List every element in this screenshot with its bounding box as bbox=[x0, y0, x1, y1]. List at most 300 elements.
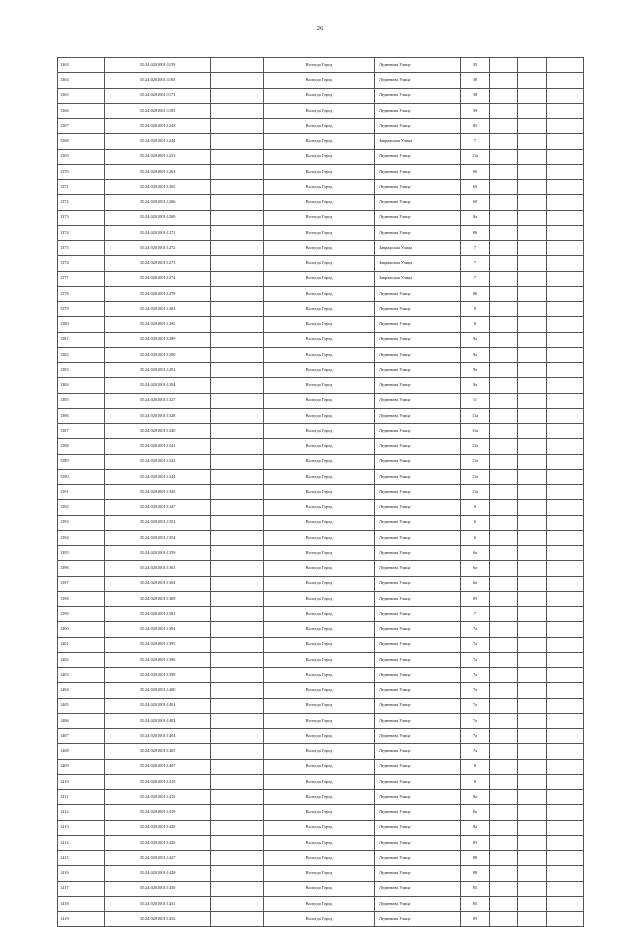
street-cell: Ледневова Улица bbox=[375, 332, 461, 347]
cadastral-number-cell: 35:24:0201001:1290 bbox=[105, 347, 211, 362]
empty-cell bbox=[547, 500, 584, 515]
house-number-cell: 69 bbox=[461, 195, 490, 210]
empty-cell bbox=[211, 652, 264, 667]
empty-cell bbox=[547, 515, 584, 530]
empty-cell bbox=[547, 576, 584, 591]
street-cell: Ледневова Улица bbox=[375, 668, 461, 683]
empty-cell bbox=[518, 622, 547, 637]
table-row bbox=[58, 134, 584, 149]
cadastral-number-cell: 35:24:0201001:1403 bbox=[105, 713, 211, 728]
street-cell: Ледневова Улица bbox=[375, 454, 461, 469]
city-cell: Вологда Город bbox=[264, 454, 375, 469]
house-number-cell: 7а bbox=[461, 698, 490, 713]
empty-cell bbox=[211, 881, 264, 896]
street-cell: Ледневова Улица bbox=[375, 302, 461, 317]
house-number-cell: 8 bbox=[461, 774, 490, 789]
empty-cell bbox=[490, 149, 518, 164]
table-row bbox=[58, 454, 584, 469]
empty-cell bbox=[547, 637, 584, 652]
row-number-cell: 1366 bbox=[58, 103, 105, 118]
house-number-cell: 8 bbox=[461, 317, 490, 332]
empty-cell bbox=[547, 866, 584, 881]
row-number-cell: 1398 bbox=[58, 591, 105, 606]
house-number-cell: 69 bbox=[461, 180, 490, 195]
empty-cell bbox=[490, 454, 518, 469]
table-row bbox=[58, 88, 584, 103]
street-cell: Ледневова Улица bbox=[375, 851, 461, 866]
empty-cell bbox=[490, 225, 518, 240]
cadastral-number-cell: 35:24:0201001:1410 bbox=[105, 774, 211, 789]
city-cell: Вологда Город bbox=[264, 744, 375, 759]
street-cell: Ледневова Улица bbox=[375, 912, 461, 927]
cadastral-number-cell: 35:24:0201001:1165 bbox=[105, 73, 211, 88]
cadastral-number-cell: 35:24:0201001:1420 bbox=[105, 820, 211, 835]
empty-cell bbox=[211, 759, 264, 774]
row-number-cell: 1419 bbox=[58, 912, 105, 927]
row-number-cell: 1407 bbox=[58, 729, 105, 744]
city-cell: Вологда Город bbox=[264, 119, 375, 134]
row-number-cell: 1381 bbox=[58, 332, 105, 347]
table-row bbox=[58, 576, 584, 591]
city-cell: Вологда Город bbox=[264, 241, 375, 256]
table-row bbox=[58, 759, 584, 774]
cadastral-number-cell: 35:24:0201001:1347 bbox=[105, 500, 211, 515]
empty-cell bbox=[490, 805, 518, 820]
city-cell: Вологда Город bbox=[264, 500, 375, 515]
table-row bbox=[58, 866, 584, 881]
house-number-cell: 88 bbox=[461, 851, 490, 866]
empty-cell bbox=[518, 713, 547, 728]
house-number-cell: 11а bbox=[461, 408, 490, 423]
table-row bbox=[58, 591, 584, 606]
cadastral-number-cell: 35:24:0201001:1341 bbox=[105, 439, 211, 454]
table-row bbox=[58, 683, 584, 698]
empty-cell bbox=[518, 744, 547, 759]
empty-cell bbox=[547, 332, 584, 347]
cadastral-number-cell: 35:24:0201001:1352 bbox=[105, 515, 211, 530]
street-cell: Ледневова Улица bbox=[375, 698, 461, 713]
empty-cell bbox=[211, 317, 264, 332]
empty-cell bbox=[547, 73, 584, 88]
empty-cell bbox=[518, 896, 547, 911]
house-number-cell: 6а bbox=[461, 546, 490, 561]
table-row bbox=[58, 180, 584, 195]
cadastral-number-cell: 35:24:0201001:1327 bbox=[105, 393, 211, 408]
empty-cell bbox=[547, 774, 584, 789]
empty-cell bbox=[547, 439, 584, 454]
house-number-cell: 7 bbox=[461, 241, 490, 256]
row-number-cell: 1405 bbox=[58, 698, 105, 713]
table-row bbox=[58, 500, 584, 515]
empty-cell bbox=[211, 713, 264, 728]
table-row bbox=[58, 698, 584, 713]
cadastral-number-cell: 35:24:0201001:1427 bbox=[105, 851, 211, 866]
empty-cell bbox=[547, 149, 584, 164]
city-cell: Вологда Город bbox=[264, 561, 375, 576]
city-cell: Вологда Город bbox=[264, 149, 375, 164]
house-number-cell: 6а bbox=[461, 576, 490, 591]
city-cell: Вологда Город bbox=[264, 896, 375, 911]
table-row bbox=[58, 546, 584, 561]
cadastral-number-cell: 35:24:0201001:1426 bbox=[105, 835, 211, 850]
street-cell: Ледневова Улица bbox=[375, 652, 461, 667]
address-registry-table bbox=[57, 57, 584, 927]
city-cell: Вологда Город bbox=[264, 393, 375, 408]
table-row bbox=[58, 790, 584, 805]
empty-cell bbox=[547, 271, 584, 286]
row-number-cell: 1367 bbox=[58, 119, 105, 134]
street-cell: Ледневова Улица bbox=[375, 485, 461, 500]
empty-cell bbox=[211, 408, 264, 423]
empty-cell bbox=[518, 119, 547, 134]
empty-cell bbox=[518, 424, 547, 439]
house-number-cell: 86 bbox=[461, 286, 490, 301]
city-cell: Вологда Город bbox=[264, 698, 375, 713]
empty-cell bbox=[547, 622, 584, 637]
cadastral-number-cell: 35:24:0201001:1292 bbox=[105, 363, 211, 378]
table-row bbox=[58, 561, 584, 576]
house-number-cell: 7а bbox=[461, 668, 490, 683]
empty-cell bbox=[547, 744, 584, 759]
empty-cell bbox=[490, 439, 518, 454]
table-row bbox=[58, 668, 584, 683]
table-row bbox=[58, 408, 584, 423]
house-number-cell: 39 bbox=[461, 103, 490, 118]
cadastral-number-cell: 35:24:0201001:1399 bbox=[105, 668, 211, 683]
empty-cell bbox=[518, 683, 547, 698]
street-cell: Ледневова Улица bbox=[375, 195, 461, 210]
empty-cell bbox=[547, 652, 584, 667]
empty-cell bbox=[547, 363, 584, 378]
street-cell: Ледневова Улица bbox=[375, 683, 461, 698]
cadastral-number-cell: 35:24:0201001:1359 bbox=[105, 546, 211, 561]
row-number-cell: 1418 bbox=[58, 896, 105, 911]
empty-cell bbox=[547, 881, 584, 896]
empty-cell bbox=[518, 73, 547, 88]
house-number-cell: 11а bbox=[461, 439, 490, 454]
cadastral-number-cell: 35:24:0201001:1344 bbox=[105, 469, 211, 484]
empty-cell bbox=[211, 637, 264, 652]
house-number-cell: 85 bbox=[461, 896, 490, 911]
table-row bbox=[58, 774, 584, 789]
house-number-cell: 9 bbox=[461, 302, 490, 317]
empty-cell bbox=[211, 286, 264, 301]
empty-cell bbox=[518, 302, 547, 317]
cadastral-number-cell: 35:24:0201001:1430 bbox=[105, 881, 211, 896]
cadastral-number-cell: 35:24:0201001:1328 bbox=[105, 408, 211, 423]
row-number-cell: 1377 bbox=[58, 271, 105, 286]
city-cell: Вологда Город bbox=[264, 256, 375, 271]
house-number-cell: 86 bbox=[461, 225, 490, 240]
empty-cell bbox=[211, 622, 264, 637]
empty-cell bbox=[211, 439, 264, 454]
table-row bbox=[58, 73, 584, 88]
empty-cell bbox=[490, 134, 518, 149]
city-cell: Вологда Город bbox=[264, 591, 375, 606]
city-cell: Вологда Город bbox=[264, 485, 375, 500]
row-number-cell: 1403 bbox=[58, 668, 105, 683]
empty-cell bbox=[518, 637, 547, 652]
empty-cell bbox=[547, 286, 584, 301]
empty-cell bbox=[518, 866, 547, 881]
empty-cell bbox=[211, 866, 264, 881]
empty-cell bbox=[547, 302, 584, 317]
street-cell: Ледневова Улица bbox=[375, 408, 461, 423]
table-row bbox=[58, 485, 584, 500]
house-number-cell: 11а bbox=[461, 424, 490, 439]
house-number-cell: 8а bbox=[461, 805, 490, 820]
empty-cell bbox=[490, 256, 518, 271]
row-number-cell: 1382 bbox=[58, 347, 105, 362]
empty-cell bbox=[547, 561, 584, 576]
empty-cell bbox=[211, 683, 264, 698]
house-number-cell: 7а bbox=[461, 729, 490, 744]
street-cell: Ледневова Улица bbox=[375, 576, 461, 591]
empty-cell bbox=[547, 835, 584, 850]
street-cell: Ледневова Улица bbox=[375, 88, 461, 103]
city-cell: Вологда Город bbox=[264, 439, 375, 454]
row-number-cell: 1391 bbox=[58, 485, 105, 500]
empty-cell bbox=[211, 805, 264, 820]
empty-cell bbox=[211, 210, 264, 225]
empty-cell bbox=[518, 149, 547, 164]
empty-cell bbox=[518, 286, 547, 301]
street-cell: Ледневова Улица bbox=[375, 637, 461, 652]
empty-cell bbox=[547, 530, 584, 545]
empty-cell bbox=[490, 485, 518, 500]
street-cell: Ледневова Улица bbox=[375, 729, 461, 744]
empty-cell bbox=[211, 668, 264, 683]
empty-cell bbox=[518, 225, 547, 240]
empty-cell bbox=[490, 332, 518, 347]
city-cell: Вологда Город bbox=[264, 759, 375, 774]
street-cell: Ледневова Улица bbox=[375, 820, 461, 835]
empty-cell bbox=[547, 103, 584, 118]
empty-cell bbox=[518, 378, 547, 393]
empty-cell bbox=[490, 241, 518, 256]
house-number-cell: 11а bbox=[461, 469, 490, 484]
empty-cell bbox=[518, 134, 547, 149]
house-number-cell: 6 bbox=[461, 515, 490, 530]
street-cell: Ледневова Улица bbox=[375, 881, 461, 896]
empty-cell bbox=[518, 805, 547, 820]
row-number-cell: 1379 bbox=[58, 302, 105, 317]
empty-cell bbox=[547, 668, 584, 683]
cadastral-number-cell: 35:24:0201001:1400 bbox=[105, 683, 211, 698]
house-number-cell: 9а bbox=[461, 332, 490, 347]
cadastral-number-cell: 35:24:0201001:1364 bbox=[105, 576, 211, 591]
empty-cell bbox=[518, 88, 547, 103]
empty-cell bbox=[547, 729, 584, 744]
house-number-cell: 7а bbox=[461, 652, 490, 667]
empty-cell bbox=[211, 561, 264, 576]
street-cell: Ледневова Улица bbox=[375, 591, 461, 606]
empty-cell bbox=[490, 378, 518, 393]
city-cell: Вологда Город bbox=[264, 363, 375, 378]
street-cell: Ледневова Улица bbox=[375, 500, 461, 515]
table-row bbox=[58, 378, 584, 393]
cadastral-number-cell: 35:24:0201001:1405 bbox=[105, 744, 211, 759]
street-cell: Ледневова Улица bbox=[375, 515, 461, 530]
house-number-cell: 9а bbox=[461, 363, 490, 378]
street-cell: Ледневова Улица bbox=[375, 103, 461, 118]
empty-cell bbox=[518, 408, 547, 423]
house-number-cell: 85 bbox=[461, 835, 490, 850]
house-number-cell: 11а bbox=[461, 485, 490, 500]
empty-cell bbox=[490, 652, 518, 667]
empty-cell bbox=[518, 363, 547, 378]
empty-cell bbox=[211, 424, 264, 439]
empty-cell bbox=[211, 73, 264, 88]
row-number-cell: 1371 bbox=[58, 180, 105, 195]
table-row bbox=[58, 744, 584, 759]
city-cell: Вологда Город bbox=[264, 637, 375, 652]
house-number-cell: 7 bbox=[461, 607, 490, 622]
empty-cell bbox=[490, 317, 518, 332]
house-number-cell: 8а bbox=[461, 790, 490, 805]
empty-cell bbox=[518, 698, 547, 713]
row-number-cell: 1385 bbox=[58, 393, 105, 408]
table-row bbox=[58, 58, 584, 73]
empty-cell bbox=[518, 820, 547, 835]
city-cell: Вологда Город bbox=[264, 683, 375, 698]
city-cell: Вологда Город bbox=[264, 347, 375, 362]
city-cell: Вологда Город bbox=[264, 88, 375, 103]
house-number-cell: 7 bbox=[461, 134, 490, 149]
city-cell: Вологда Город bbox=[264, 912, 375, 927]
empty-cell bbox=[490, 530, 518, 545]
street-cell: Ледневова Улица bbox=[375, 210, 461, 225]
city-cell: Вологда Город bbox=[264, 73, 375, 88]
empty-cell bbox=[490, 500, 518, 515]
empty-cell bbox=[490, 896, 518, 911]
row-number-cell: 1392 bbox=[58, 500, 105, 515]
city-cell: Вологда Город bbox=[264, 851, 375, 866]
cadastral-number-cell: 35:24:0201001:1159 bbox=[105, 58, 211, 73]
city-cell: Вологда Город bbox=[264, 774, 375, 789]
empty-cell bbox=[518, 317, 547, 332]
city-cell: Вологда Город bbox=[264, 134, 375, 149]
row-number-cell: 1372 bbox=[58, 195, 105, 210]
row-number-cell: 1378 bbox=[58, 286, 105, 301]
empty-cell bbox=[518, 759, 547, 774]
row-number-cell: 1404 bbox=[58, 683, 105, 698]
empty-cell bbox=[211, 256, 264, 271]
house-number-cell: 88 bbox=[461, 866, 490, 881]
row-number-cell: 1383 bbox=[58, 363, 105, 378]
cadastral-number-cell: 35:24:0201001:1363 bbox=[105, 561, 211, 576]
cadastral-number-cell: 35:24:0201001:1244 bbox=[105, 134, 211, 149]
row-number-cell: 1369 bbox=[58, 149, 105, 164]
city-cell: Вологда Город bbox=[264, 713, 375, 728]
empty-cell bbox=[211, 698, 264, 713]
row-number-cell: 1394 bbox=[58, 530, 105, 545]
empty-cell bbox=[518, 347, 547, 362]
house-number-cell: 38 bbox=[461, 88, 490, 103]
empty-cell bbox=[518, 271, 547, 286]
empty-cell bbox=[490, 286, 518, 301]
street-cell: Ледневова Улица bbox=[375, 805, 461, 820]
house-number-cell: 7 bbox=[461, 256, 490, 271]
empty-cell bbox=[547, 256, 584, 271]
empty-cell bbox=[490, 195, 518, 210]
house-number-cell: 11а bbox=[461, 454, 490, 469]
empty-cell bbox=[490, 103, 518, 118]
empty-cell bbox=[547, 241, 584, 256]
empty-cell bbox=[547, 180, 584, 195]
house-number-cell: 7а bbox=[461, 622, 490, 637]
empty-cell bbox=[490, 668, 518, 683]
city-cell: Вологда Город bbox=[264, 546, 375, 561]
empty-cell bbox=[547, 591, 584, 606]
city-cell: Вологда Город bbox=[264, 164, 375, 179]
empty-cell bbox=[490, 515, 518, 530]
empty-cell bbox=[490, 881, 518, 896]
empty-cell bbox=[518, 851, 547, 866]
empty-cell bbox=[490, 851, 518, 866]
cadastral-number-cell: 35:24:0201001:1294 bbox=[105, 378, 211, 393]
table-row bbox=[58, 317, 584, 332]
house-number-cell: 8 bbox=[461, 759, 490, 774]
house-number-cell: 35 bbox=[461, 58, 490, 73]
empty-cell bbox=[490, 164, 518, 179]
city-cell: Вологда Город bbox=[264, 180, 375, 195]
empty-cell bbox=[490, 561, 518, 576]
house-number-cell: 90 bbox=[461, 164, 490, 179]
street-cell: Ледневова Улица bbox=[375, 225, 461, 240]
empty-cell bbox=[518, 393, 547, 408]
empty-cell bbox=[547, 58, 584, 73]
street-cell: Ледневова Улица bbox=[375, 317, 461, 332]
empty-cell bbox=[211, 149, 264, 164]
empty-cell bbox=[547, 851, 584, 866]
city-cell: Вологда Город bbox=[264, 408, 375, 423]
row-number-cell: 1374 bbox=[58, 225, 105, 240]
empty-cell bbox=[518, 469, 547, 484]
street-cell: Ледневова Улица bbox=[375, 896, 461, 911]
empty-cell bbox=[547, 424, 584, 439]
street-cell: Ледневова Улица bbox=[375, 286, 461, 301]
cadastral-number-cell: 35:24:0201001:1395 bbox=[105, 637, 211, 652]
empty-cell bbox=[211, 744, 264, 759]
row-number-cell: 1408 bbox=[58, 744, 105, 759]
city-cell: Вологда Город bbox=[264, 835, 375, 850]
table-row bbox=[58, 363, 584, 378]
house-number-cell: 8а bbox=[461, 820, 490, 835]
city-cell: Вологда Город bbox=[264, 286, 375, 301]
cadastral-number-cell: 35:24:0201001:1266 bbox=[105, 195, 211, 210]
row-number-cell: 1370 bbox=[58, 164, 105, 179]
row-number-cell: 1396 bbox=[58, 561, 105, 576]
empty-cell bbox=[547, 134, 584, 149]
street-cell: Ледневова Улица bbox=[375, 622, 461, 637]
cadastral-number-cell: 35:24:0201001:1243 bbox=[105, 119, 211, 134]
house-number-cell: 7а bbox=[461, 744, 490, 759]
empty-cell bbox=[518, 58, 547, 73]
empty-cell bbox=[518, 164, 547, 179]
city-cell: Вологда Город bbox=[264, 225, 375, 240]
row-number-cell: 1375 bbox=[58, 241, 105, 256]
empty-cell bbox=[211, 729, 264, 744]
row-number-cell: 1384 bbox=[58, 378, 105, 393]
city-cell: Вологда Город bbox=[264, 652, 375, 667]
table-row bbox=[58, 103, 584, 118]
empty-cell bbox=[490, 866, 518, 881]
city-cell: Вологда Город bbox=[264, 805, 375, 820]
empty-cell bbox=[547, 317, 584, 332]
empty-cell bbox=[211, 835, 264, 850]
empty-cell bbox=[490, 393, 518, 408]
